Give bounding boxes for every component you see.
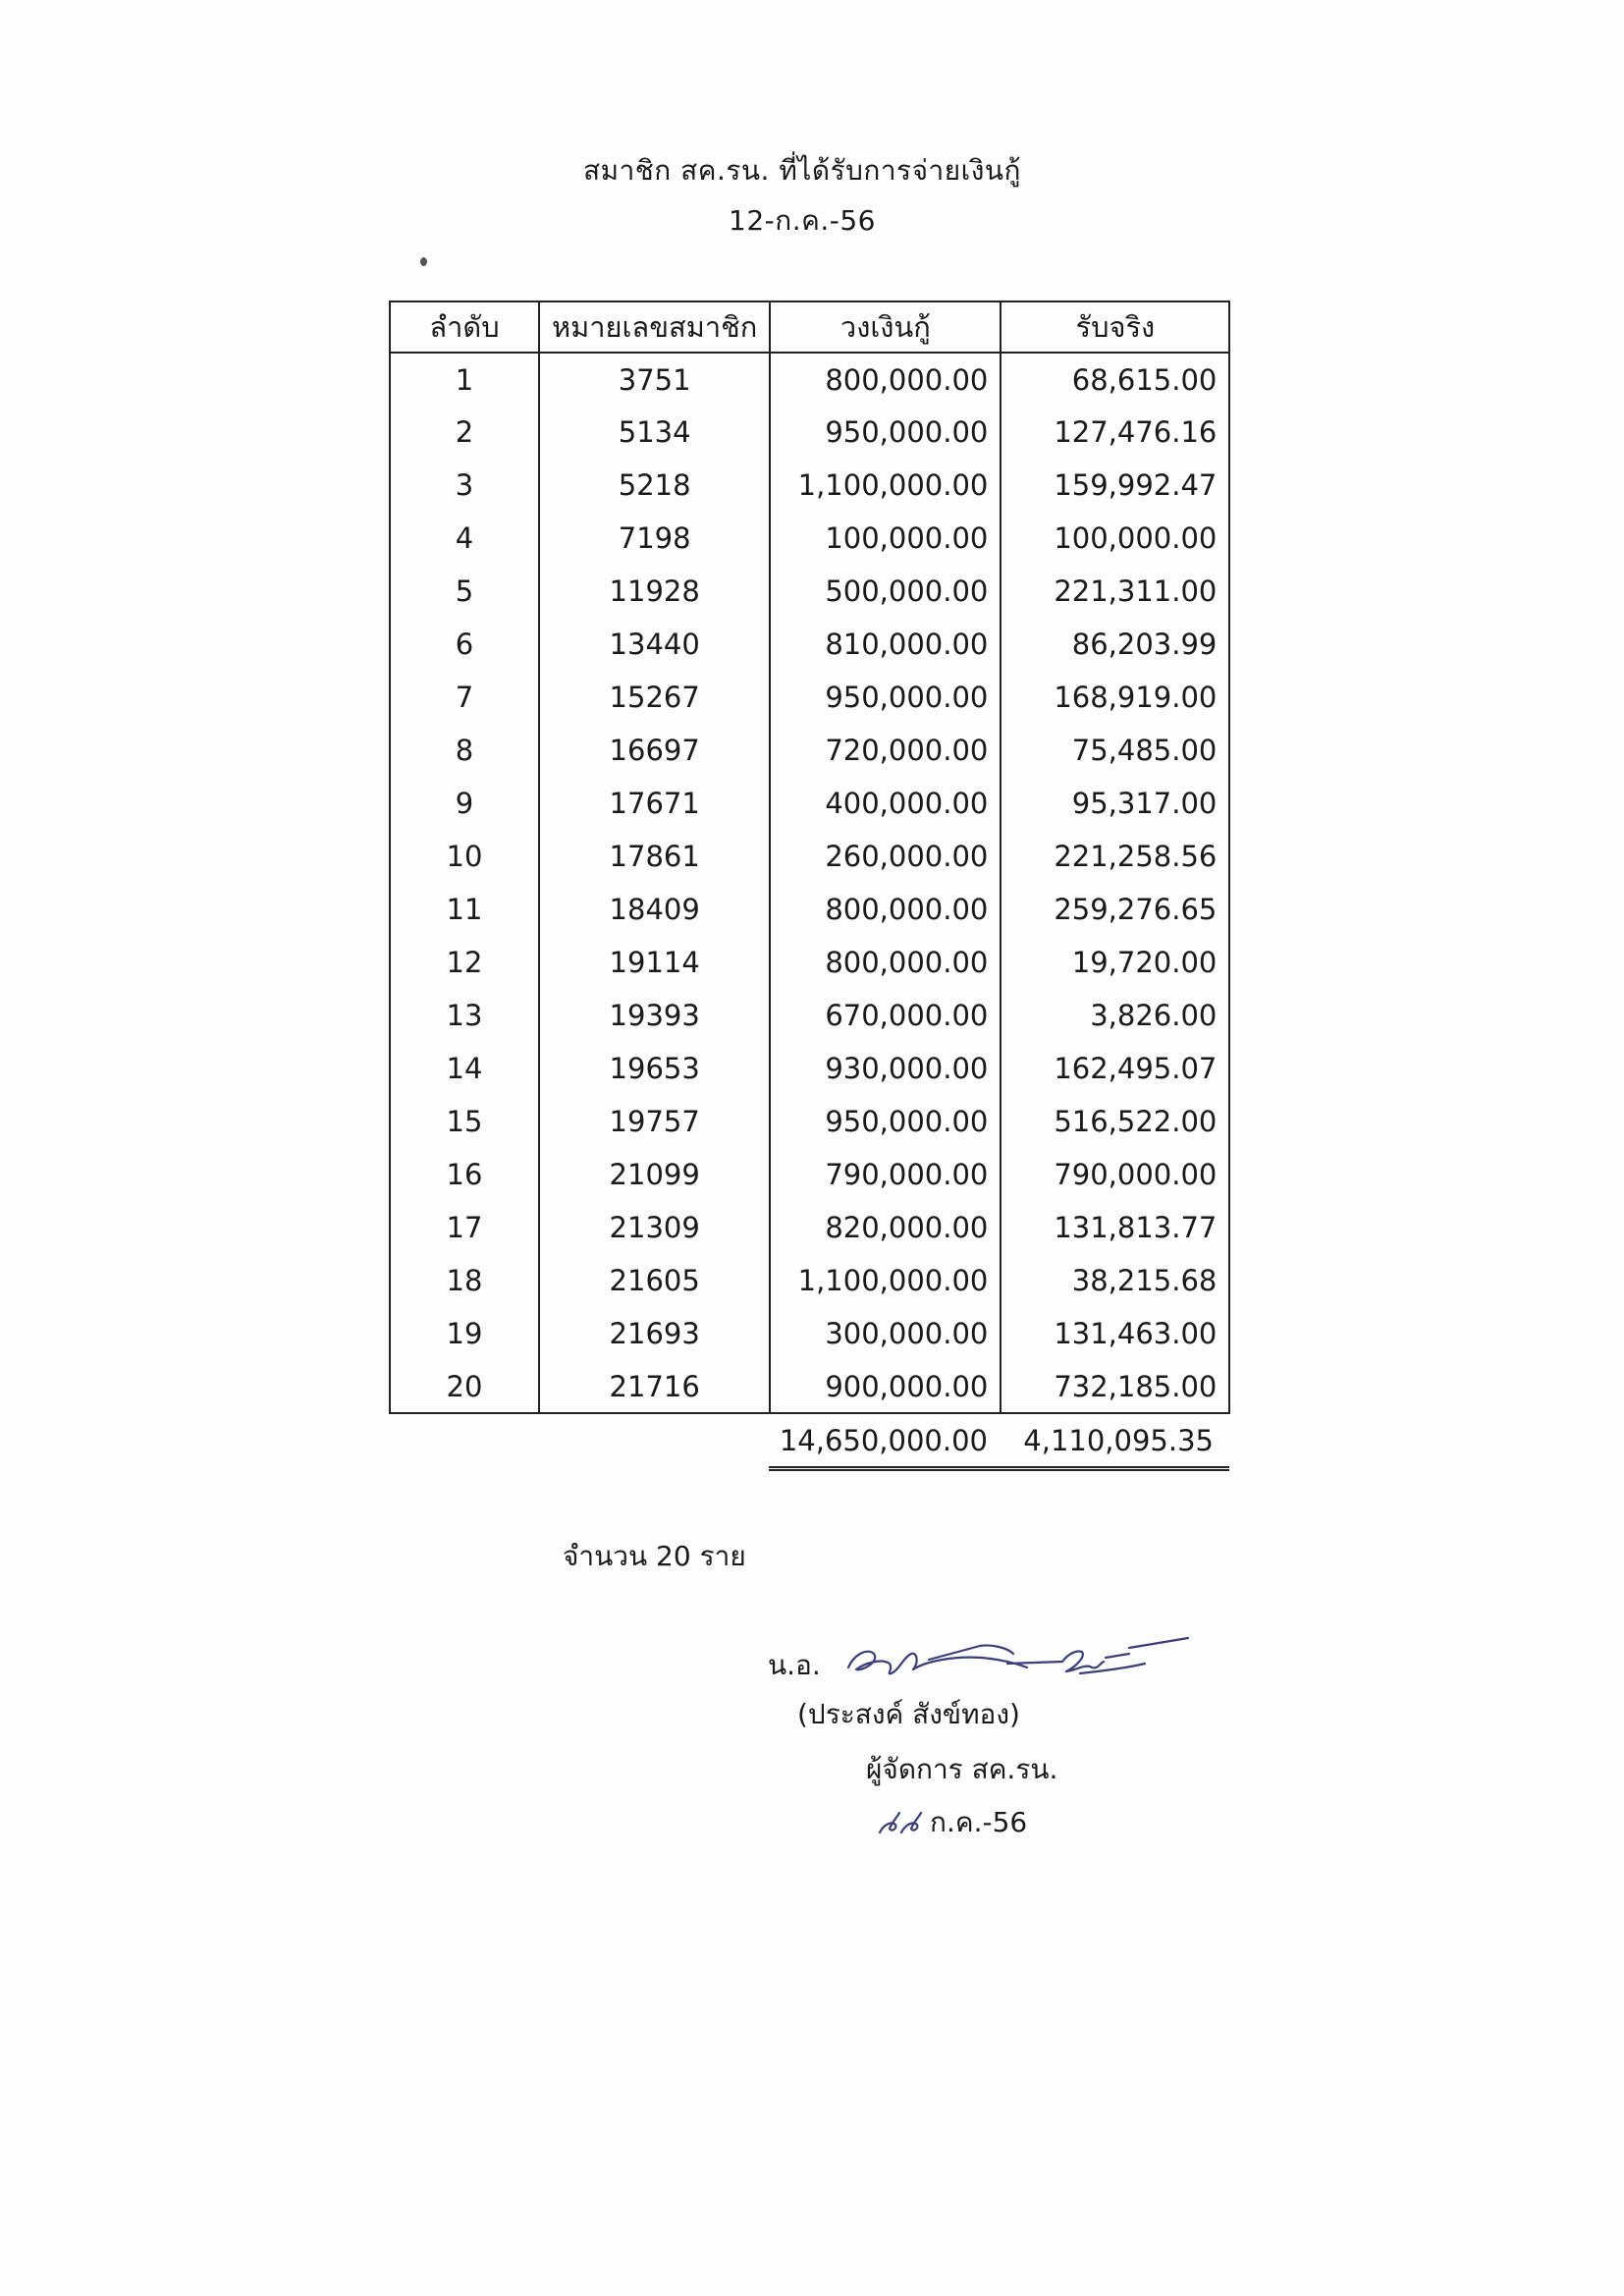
row-received: 68,615.00 [1001,353,1229,406]
totals-row [769,1415,1229,1471]
row-sequence: 13 [390,989,539,1042]
row-member-number: 21716 [539,1360,770,1413]
row-received: 3,826.00 [1001,989,1229,1042]
row-member-number: 19757 [539,1095,770,1148]
row-loan-limit: 820,000.00 [770,1201,1001,1254]
row-loan-limit: 1,100,000.00 [770,459,1001,512]
row-member-number: 5218 [539,459,770,512]
row-loan-limit: 400,000.00 [770,777,1001,830]
table-row [390,1360,1229,1413]
table-row [390,1148,1229,1201]
table-row [390,512,1229,565]
table-row [390,1042,1229,1095]
header-loan-limit: วงเงินกู้ [770,301,1001,353]
record-count: จำนวน 20 ราย [563,1540,746,1572]
row-member-number: 21309 [539,1201,770,1254]
table-row [390,1307,1229,1360]
row-received: 19,720.00 [1001,936,1229,989]
row-loan-limit: 950,000.00 [770,671,1001,724]
row-loan-limit: 1,100,000.00 [770,1254,1001,1307]
row-loan-limit: 100,000.00 [770,512,1001,565]
table-row [390,671,1229,724]
row-received: 162,495.07 [1001,1042,1229,1095]
table-row [390,936,1229,989]
row-loan-limit: 260,000.00 [770,830,1001,883]
table-row [390,777,1229,830]
row-sequence: 20 [390,1360,539,1413]
handwritten-signature [835,1624,1247,1693]
row-sequence: 8 [390,724,539,777]
row-sequence: 6 [390,618,539,671]
row-loan-limit: 800,000.00 [770,353,1001,406]
row-sequence: 1 [390,353,539,406]
row-received: 127,476.16 [1001,406,1229,459]
row-member-number: 18409 [539,883,770,936]
row-loan-limit: 790,000.00 [770,1148,1001,1201]
row-member-number: 19653 [539,1042,770,1095]
table-row [390,565,1229,618]
row-member-number: 17861 [539,830,770,883]
table-row [390,724,1229,777]
row-loan-limit: 950,000.00 [770,1095,1001,1148]
row-sequence: 12 [390,936,539,989]
row-member-number: 13440 [539,618,770,671]
total-loan-limit: 14,650,000.00 [779,1424,988,1457]
row-received: 86,203.99 [1001,618,1229,671]
row-received: 159,992.47 [1001,459,1229,512]
row-loan-limit: 500,000.00 [770,565,1001,618]
signature-block [766,1630,1257,1866]
row-member-number: 11928 [539,565,770,618]
row-received: 259,276.65 [1001,883,1229,936]
header-member-number: หมายเลขสมาชิก [539,301,770,353]
row-sequence: 18 [390,1254,539,1307]
row-sequence: 5 [390,565,539,618]
row-sequence: 9 [390,777,539,830]
table-header-row [390,301,1229,353]
row-received: 732,185.00 [1001,1360,1229,1413]
row-received: 221,311.00 [1001,565,1229,618]
table-row [390,406,1229,459]
header-sequence: ลำดับ [390,301,539,353]
row-sequence: 11 [390,883,539,936]
rank-prefix: น.อ. [768,1649,821,1681]
row-member-number: 5134 [539,406,770,459]
table-row [390,1201,1229,1254]
row-member-number: 7198 [539,512,770,565]
table-row [390,353,1229,406]
table-row [390,1095,1229,1148]
row-received: 38,215.68 [1001,1254,1229,1307]
row-member-number: 16697 [539,724,770,777]
document-date: 12-ก.ค.-56 [729,204,876,237]
table-row [390,459,1229,512]
table-row [390,618,1229,671]
row-received: 221,258.56 [1001,830,1229,883]
row-member-number: 19114 [539,936,770,989]
row-loan-limit: 800,000.00 [770,883,1001,936]
row-sequence: 14 [390,1042,539,1095]
signatory-role: ผู้จัดการ สค.รน. [866,1753,1058,1785]
document-title: สมาชิก สค.รน. ที่ได้รับการจ่ายเงินกู้ [583,154,1021,187]
row-received: 131,463.00 [1001,1307,1229,1360]
row-sequence: 7 [390,671,539,724]
row-member-number: 15267 [539,671,770,724]
row-sequence: 2 [390,406,539,459]
row-received: 790,000.00 [1001,1148,1229,1201]
row-received: 95,317.00 [1001,777,1229,830]
row-sequence: 16 [390,1148,539,1201]
row-loan-limit: 930,000.00 [770,1042,1001,1095]
row-loan-limit: 300,000.00 [770,1307,1001,1360]
row-sequence: 3 [390,459,539,512]
signatory-name: (ประสงค์ สังข์ทอง) [797,1698,1020,1730]
total-received: 4,110,095.35 [1023,1424,1214,1457]
row-loan-limit: 810,000.00 [770,618,1001,671]
row-member-number: 17671 [539,777,770,830]
row-received: 100,000.00 [1001,512,1229,565]
row-sequence: 10 [390,830,539,883]
row-member-number: 21693 [539,1307,770,1360]
table-row [390,830,1229,883]
handwritten-day [876,1803,931,1842]
row-sequence: 19 [390,1307,539,1360]
row-received: 131,813.77 [1001,1201,1229,1254]
row-member-number: 21099 [539,1148,770,1201]
scan-speck [420,257,427,266]
row-sequence: 15 [390,1095,539,1148]
table-row [390,1254,1229,1307]
row-member-number: 21605 [539,1254,770,1307]
row-received: 168,919.00 [1001,671,1229,724]
row-received: 75,485.00 [1001,724,1229,777]
row-sequence: 4 [390,512,539,565]
row-member-number: 19393 [539,989,770,1042]
header-received: รับจริง [1001,301,1229,353]
row-loan-limit: 800,000.00 [770,936,1001,989]
table-row [390,989,1229,1042]
loan-table-body [390,353,1229,1413]
table-row [390,883,1229,936]
row-received: 516,522.00 [1001,1095,1229,1148]
row-loan-limit: 900,000.00 [770,1360,1001,1413]
row-loan-limit: 950,000.00 [770,406,1001,459]
row-loan-limit: 720,000.00 [770,724,1001,777]
row-member-number: 3751 [539,353,770,406]
row-sequence: 17 [390,1201,539,1254]
loan-table [389,301,1230,1414]
row-loan-limit: 670,000.00 [770,989,1001,1042]
sign-date-suffix: ก.ค.-56 [930,1806,1028,1838]
